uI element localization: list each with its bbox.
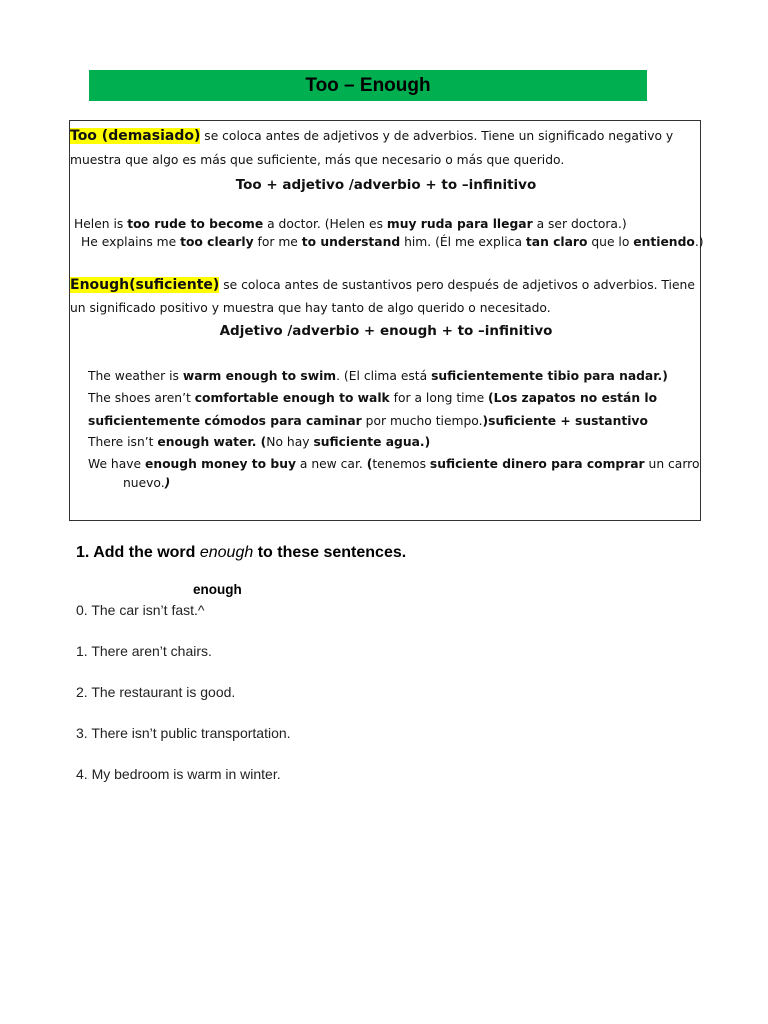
enough-example-4-continued: nuevo.) <box>123 476 171 490</box>
page-title: Too – Enough <box>89 70 647 101</box>
too-paragraph-line1: Too (demasiado) se coloca antes de adjetivos y de adverbios. Tiene un significado negativo y <box>70 128 674 144</box>
exercise-item-2: 2. The restaurant is good. <box>76 684 236 700</box>
exercise-item-4: 4. My bedroom is warm in winter. <box>76 766 281 782</box>
exercise-item-3: 3. There isn’t public transportation. <box>76 725 291 741</box>
insertion-word: enough <box>193 582 242 597</box>
enough-example-3: There isn’t enough water. (No hay suficiente agua.) <box>88 435 431 449</box>
too-formula: Too + adjetivo /adverbio + to –infinitivo <box>235 177 537 193</box>
too-example-1: Helen is too rude to become a doctor. (Helen es muy ruda para llegar a ser doctora.) <box>74 217 627 231</box>
enough-label: Enough(suficiente) <box>70 277 220 293</box>
enough-formula: Adjetivo /adverbio + enough + to –infinitivo <box>219 323 553 339</box>
enough-example-4: We have enough money to buy a new car. (tenemos suficiente dinero para comprar un carro <box>88 457 700 471</box>
enough-paragraph-line2: un significado positivo y muestra que hay tanto de algo querido o necesitado. <box>70 301 551 315</box>
too-example-2: He explains me too clearly for me to understand him. (Él me explica tan claro que lo entiendo.) <box>81 235 704 249</box>
grammar-box <box>69 120 704 521</box>
enough-example-2: The shoes aren’t comfortable enough to walk for a long time (Los zapatos no están lo <box>88 391 658 405</box>
enough-example-1: The weather is warm enough to swim. (El clima está suficientemente tibio para nadar.) <box>88 369 668 383</box>
exercise-item-1: 1. There aren’t chairs. <box>76 643 212 659</box>
exercise-item-0: 0. The car isn’t fast.^ <box>76 602 205 618</box>
too-paragraph-line2: muestra que algo es más que suficiente, más que necesario o más que querido. <box>70 153 565 167</box>
too-label: Too (demasiado) <box>70 128 201 144</box>
exercise-title: 1. Add the word enough to these sentences. <box>76 544 407 561</box>
enough-example-2-continued: suficientemente cómodos para caminar por mucho tiempo.)suficiente + sustantivo <box>88 414 648 428</box>
enough-paragraph-line1: Enough(suficiente) se coloca antes de sustantivos pero después de adjetivos o adverbios. Tiene <box>70 277 695 293</box>
